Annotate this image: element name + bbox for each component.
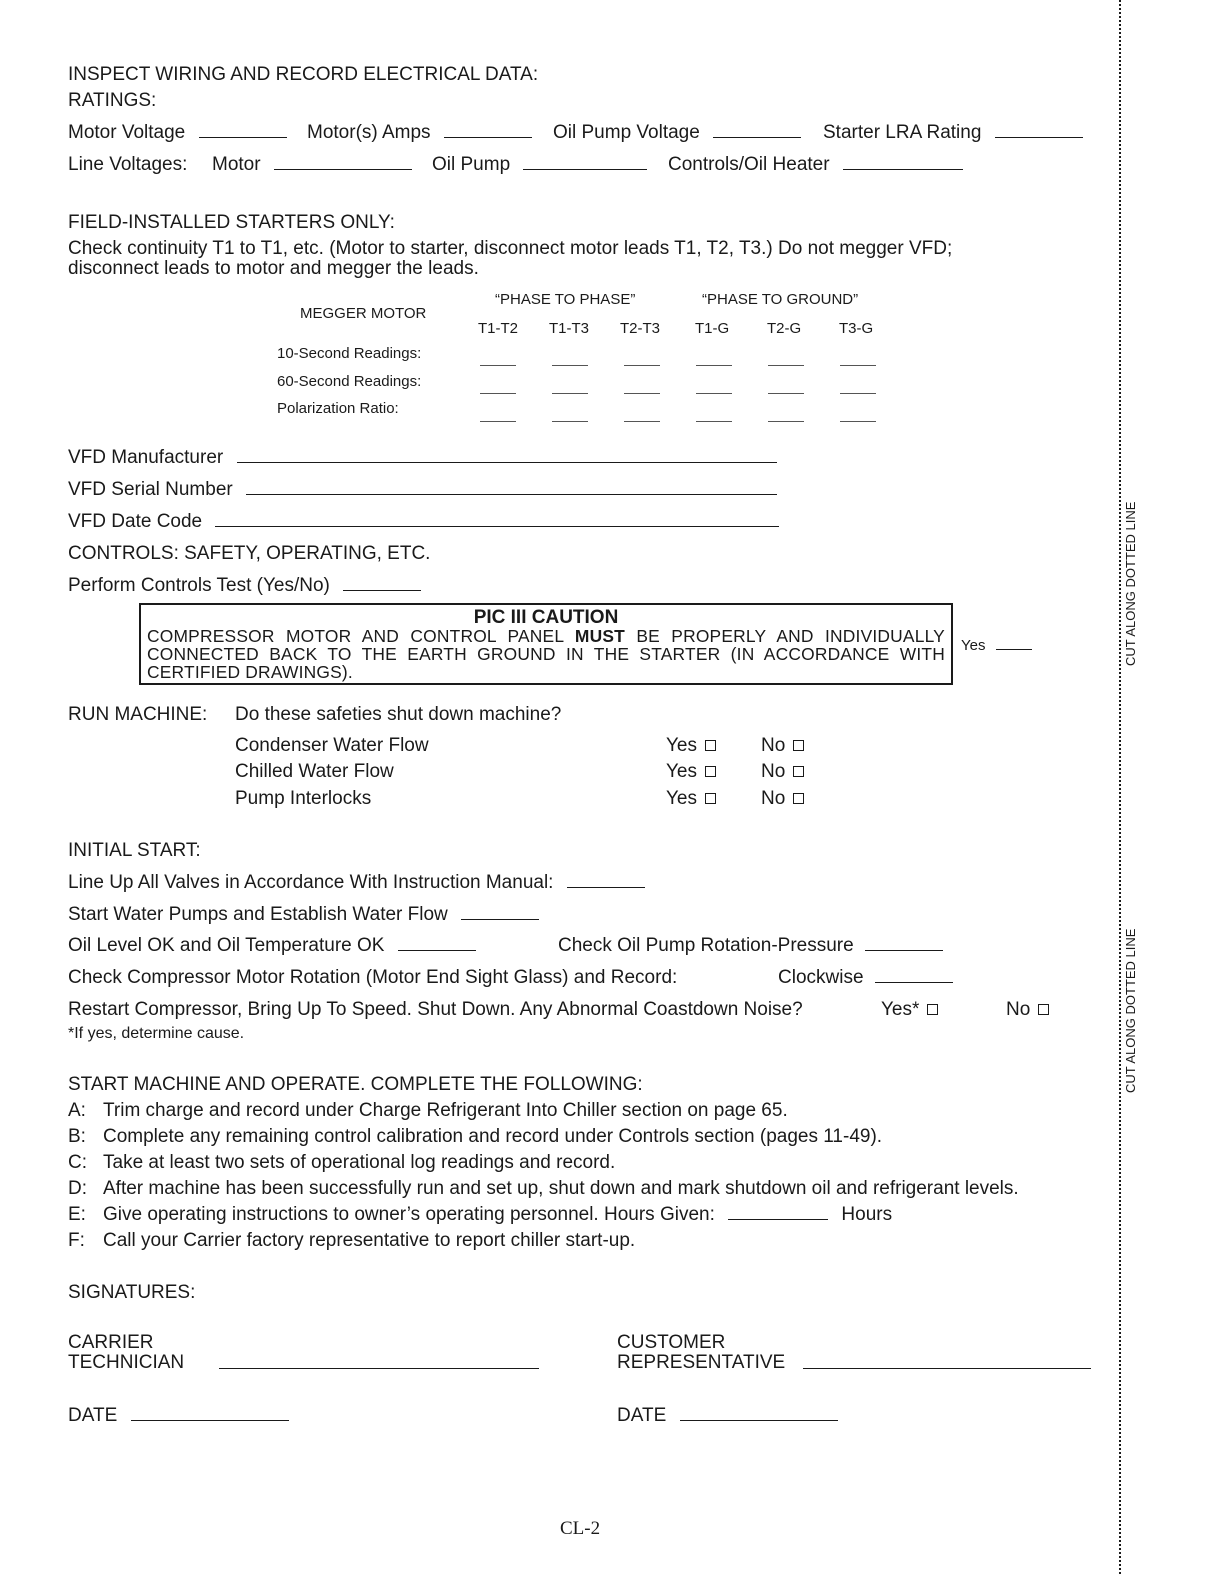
field-heading: FIELD-INSTALLED STARTERS ONLY: [68,212,395,233]
vfd-manufacturer-label: VFD Manufacturer [68,447,224,468]
caution-yes-field[interactable] [996,639,1032,650]
megger-group-ground: “PHASE TO GROUND” [702,291,859,308]
megger-blank[interactable] [552,385,588,394]
megger-blank[interactable] [840,385,876,394]
megger-row-label: 10-Second Readings: [277,345,422,362]
vfd-date-code-label: VFD Date Code [68,511,203,532]
megger-group-phase: “PHASE TO PHASE” [495,291,636,308]
customer-date-field[interactable] [680,1406,838,1421]
customer-date-label: DATE [617,1405,667,1426]
megger-col-header: T2-T3 [620,320,661,337]
line-motor-label: Motor [212,154,261,175]
yes-checkbox[interactable] [705,793,716,804]
operate-letter: A: [68,1100,86,1121]
megger-blank[interactable] [840,357,876,366]
oil-pump-voltage-field[interactable] [713,123,801,138]
oil-pump-voltage-label: Oil Pump Voltage [553,122,700,143]
customer-representative-label: CUSTOMER REPRESENTATIVE [617,1332,786,1373]
operate-letter: C: [68,1152,87,1173]
no-label: No [761,735,786,756]
safety-item: Chilled Water Flow [235,761,394,782]
safety-item: Pump Interlocks [235,788,372,809]
restart-no-checkbox[interactable] [1038,1004,1049,1015]
field-line-2: disconnect leads to motor and megger the leads. [68,258,479,279]
line-oil-pump-field[interactable] [523,155,647,170]
megger-blank-row [480,378,876,400]
megger-row-label: Polarization Ratio: [277,400,399,417]
no-checkbox[interactable] [793,766,804,777]
pic-caution-box [139,603,953,685]
yes-checkbox[interactable] [705,740,716,751]
carrier-date-field[interactable] [131,1406,289,1421]
initial-start-heading: INITIAL START: [68,840,201,861]
megger-blank[interactable] [768,413,804,422]
caution-text: COMPRESSOR MOTOR AND CONTROL PANEL MUST BE PROPERLY AND INDIVIDUALLY CONNECTED BACK TO THE EARTH GROUND IN THE STARTER (IN ACCORDANCE WITH CERTIFIED DRAWINGS). [147,626,945,682]
oil-level-label: Oil Level OK and Oil Temperature OK [68,935,385,956]
caution-yes-label: Yes [961,637,986,654]
megger-title: MEGGER MOTOR [300,305,427,322]
cut-dotted-line [1119,0,1121,1574]
controls-oil-heater-label: Controls/Oil Heater [668,154,830,175]
customer-signature-field[interactable] [803,1354,1091,1369]
megger-blank[interactable] [480,413,516,422]
megger-col-header: T2-G [767,320,802,337]
operate-item: Complete any remaining control calibration and record under Controls section (pages 11-49). [103,1126,883,1147]
operate-letter: F: [68,1230,85,1251]
valves-field[interactable] [567,873,645,888]
pumps-label: Start Water Pumps and Establish Water Flow [68,904,448,925]
megger-blank[interactable] [552,413,588,422]
line-voltages-label: Line Voltages: [68,154,188,175]
yes-label: Yes [666,761,697,782]
signatures-heading: SIGNATURES: [68,1282,196,1303]
field-line-1: Check continuity T1 to T1, etc. (Motor to starter, disconnect motor leads T1, T2, T3.) Do not megger VFD; [68,238,953,259]
operate-item: Take at least two sets of operational log readings and record. [103,1152,616,1173]
vfd-date-code-field[interactable] [215,512,779,527]
megger-row-label: 60-Second Readings: [277,373,422,390]
if-yes-note: *If yes, determine cause. [68,1025,245,1042]
operate-item: Give operating instructions to owner’s operating personnel. Hours Given: [103,1204,715,1225]
controls-test-label: Perform Controls Test (Yes/No) [68,575,330,596]
megger-blank[interactable] [480,357,516,366]
carrier-signature-field[interactable] [219,1354,539,1369]
megger-blank-row [480,350,876,372]
caution-title: PIC III CAUTION [473,607,619,628]
oil-pump-rotation-field[interactable] [865,936,943,951]
line-motor-field[interactable] [274,155,412,170]
no-label: No [761,761,786,782]
megger-col-header: T1-G [695,320,730,337]
carrier-date-label: DATE [68,1405,118,1426]
clockwise-field[interactable] [875,968,953,983]
motor-rotation-label: Check Compressor Motor Rotation (Motor End Sight Glass) and Record: [68,967,678,988]
operate-heading: START MACHINE AND OPERATE. COMPLETE THE FOLLOWING: [68,1074,643,1095]
megger-blank[interactable] [480,385,516,394]
operate-letter: B: [68,1126,86,1147]
megger-blank[interactable] [768,385,804,394]
no-label: No [761,788,786,809]
hours-given-field[interactable] [728,1205,828,1220]
motor-voltage-field[interactable] [199,123,287,138]
ratings-row [68,122,287,144]
page-number: CL-2 [560,1518,601,1539]
megger-col-header: T1-T3 [549,320,590,337]
no-checkbox[interactable] [793,793,804,804]
run-machine-label: RUN MACHINE: [68,704,208,725]
megger-blank[interactable] [624,357,660,366]
controls-heading: CONTROLS: SAFETY, OPERATING, ETC. [68,543,431,564]
oil-level-field[interactable] [398,936,476,951]
megger-blank[interactable] [840,413,876,422]
operate-item: Trim charge and record under Charge Refrigerant Into Chiller section on page 65. [103,1100,788,1121]
restart-no-label: No [1006,999,1031,1020]
clockwise-label: Clockwise [778,967,864,988]
megger-blank[interactable] [696,357,732,366]
safety-item: Condenser Water Flow [235,735,429,756]
vfd-manufacturer-field[interactable] [237,448,777,463]
no-checkbox[interactable] [793,740,804,751]
megger-blank[interactable] [696,385,732,394]
controls-test-field[interactable] [343,576,421,591]
hours-label: Hours [841,1204,893,1225]
starter-lra-field[interactable] [995,123,1083,138]
pumps-field[interactable] [461,905,539,920]
megger-blank[interactable] [624,385,660,394]
megger-blank[interactable] [696,413,732,422]
restart-yes-label: Yes* [881,999,920,1020]
valves-label: Line Up All Valves in Accordance With Instruction Manual: [68,872,554,893]
operate-item: After machine has been successfully run and set up, shut down and mark shutdown oil and refrigerant levels. [103,1178,1019,1199]
operate-letter: E: [68,1204,86,1225]
megger-blank[interactable] [624,413,660,422]
carrier-technician-label: CARRIER TECHNICIAN [68,1332,185,1373]
megger-col-header: T3-G [839,320,874,337]
megger-blank[interactable] [768,357,804,366]
cut-label-upper: CUT ALONG DOTTED LINE [1123,501,1138,666]
megger-blank-row [480,406,876,428]
run-machine-question: Do these safeties shut down machine? [235,704,562,725]
motor-amps-field[interactable] [444,123,532,138]
cut-label-lower: CUT ALONG DOTTED LINE [1123,928,1138,1093]
megger-col-header: T1-T2 [478,320,519,337]
wiring-heading: INSPECT WIRING AND RECORD ELECTRICAL DATA: [68,64,539,85]
controls-oil-heater-field[interactable] [843,155,963,170]
operate-letter: D: [68,1178,87,1199]
yes-label: Yes [666,735,697,756]
yes-label: Yes [666,788,697,809]
megger-blank[interactable] [552,357,588,366]
motor-amps-label: Motor(s) Amps [307,122,431,143]
ratings-label: RATINGS: [68,90,157,111]
operate-item: Call your Carrier factory representative to report chiller start-up. [103,1230,636,1251]
oil-pump-rotation-label: Check Oil Pump Rotation-Pressure [558,935,854,956]
line-oil-pump-label: Oil Pump [432,154,511,175]
vfd-serial-label: VFD Serial Number [68,479,233,500]
restart-label: Restart Compressor, Bring Up To Speed. Shut Down. Any Abnormal Coastdown Noise? [68,999,803,1020]
starter-lra-label: Starter LRA Rating [823,122,982,143]
yes-checkbox[interactable] [705,766,716,777]
vfd-serial-field[interactable] [246,480,777,495]
motor-voltage-label: Motor Voltage [68,122,186,143]
restart-yes-checkbox[interactable] [927,1004,938,1015]
